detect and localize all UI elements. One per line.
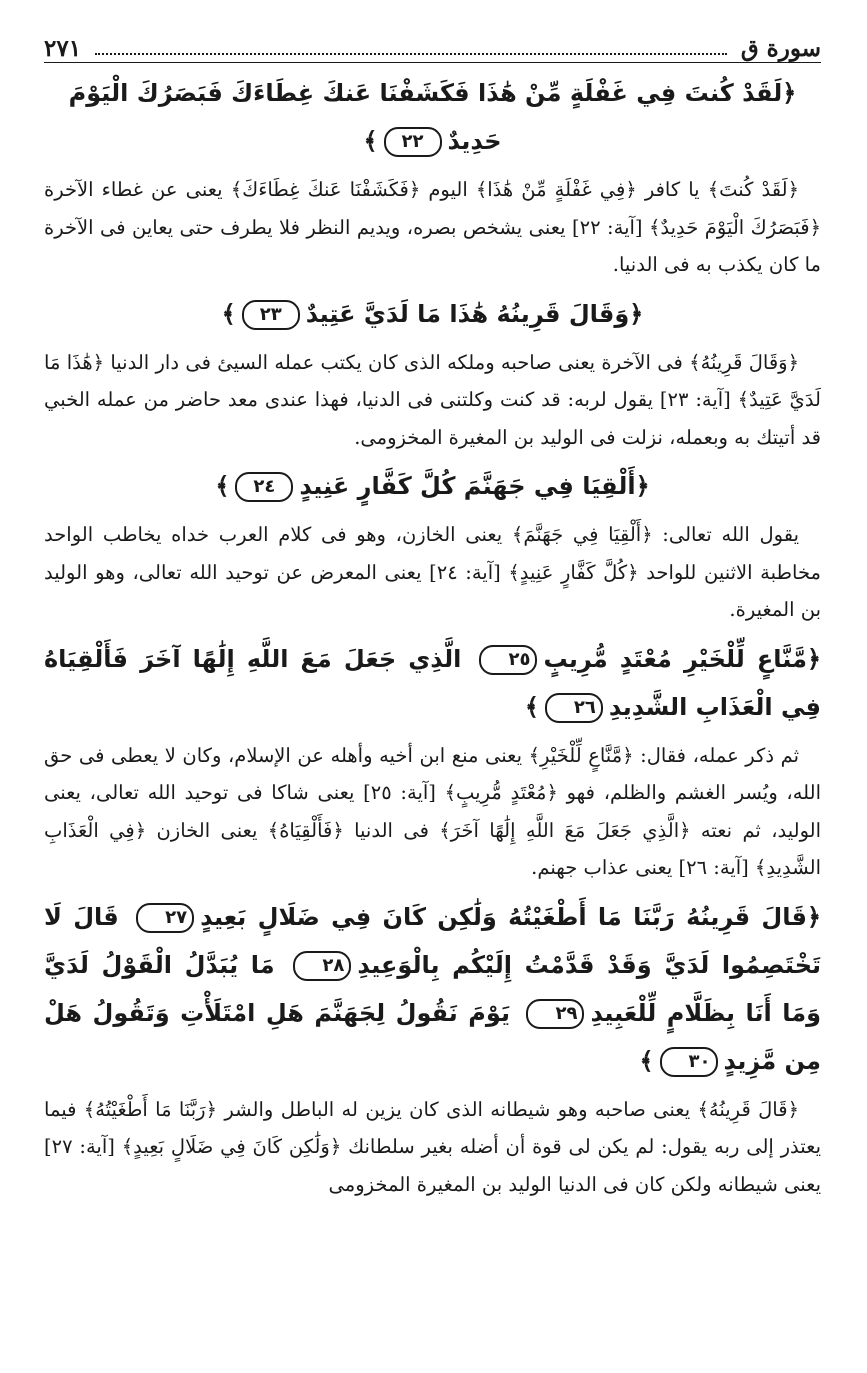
header-dots [95,53,727,55]
ayah-line: ﴿لَقَدْ كُنتَ فِي غَفْلَةٍ مِّنْ هَٰذَا فَكَشَفْنَا عَنكَ غِطَاءَكَ فَبَصَرُكَ الْيَوْمَ حَدِيدٌ٢٢﴾ [68,79,797,155]
ayah-number: ٢٦ [545,693,603,723]
surah-title: سورة ق [740,35,821,62]
ayah-number: ٢٧ [136,903,194,933]
ayah-block: ﴿قَالَ قَرِينُهُ رَبَّنَا مَا أَطْغَيْتُهُ وَلَٰكِن كَانَ فِي ضَلَالٍ بَعِيدٍ٢٧ قَالَ لَا تَخْتَصِمُوا لَدَيَّ وَقَدْ قَدَّمْتُ إِلَيْكُم بِالْوَعِيدِ٢٨ مَا يُبَدَّلُ الْقَوْلُ لَدَيَّ وَمَا أَنَا بِظَلَّامٍ لِّلْعَبِيدِ٢٩ يَوْمَ نَقُولُ لِجَهَنَّمَ هَلِ امْتَلَأْتِ وَتَقُولُ هَلْ مِن مَّزِيدٍ٣٠﴾ [44,902,822,1075]
ayah-number: ٣٠ [660,1047,718,1077]
commentary-paragraph: ﴿قَالَ قَرِينُهُ﴾ يعنى صاحبه وهو شيطانه الذى كان يزين له الباطل والشر ﴿رَبَّنَا مَا أَطْغَيْتُهُ﴾ فيما يعتذر إلى ربه يقول: لم يكن لى قوة أن أضله بغير سلطانك ﴿وَلَٰكِن كَانَ فِي ضَلَالٍ بَعِيدٍ﴾ [آية: ٢٧] يعنى شيطانه ولكن كان فى الدنيا الوليد بن المغيرة المخزومى [44,1097,821,1196]
page-number: ٢٧١ [44,35,82,62]
ayah-number: ٢٢ [384,127,442,157]
ayah-number: ٢٩ [526,999,584,1029]
ayah-number: ٢٥ [479,645,537,675]
ayah-line: ﴿وَقَالَ قَرِينُهُ هَٰذَا مَا لَدَيَّ عَتِيدٌ٢٣﴾ [221,299,644,328]
page-header [44,28,821,63]
ayah-number: ٢٨ [293,951,351,981]
ayah-line: ﴿أَلْقِيَا فِي جَهَنَّمَ كُلَّ كَفَّارٍ عَنِيدٍ٢٤﴾ [215,472,650,500]
ayah-number: ٢٤ [235,472,293,502]
commentary-paragraph: ﴿وَقَالَ قَرِينُهُ﴾ فى الآخرة يعنى صاحبه وملكه الذى كان يكتب عمله السيئ فى دار الدنيا ﴿هَٰذَا مَا لَدَيَّ عَتِيدٌ﴾ [آية: ٢٣] يقول لربه: قد كنت وكلتنى فى الدنيا، فهذا عندى معد حاضر من عمله الخبي قد أتيتك به وبعمله، نزلت فى الوليد بن المغيرة المخزومى. [44,350,821,449]
commentary-paragraph: ثم ذكر عمله، فقال: ﴿مَّنَّاعٍ لِّلْخَيْرِ﴾ يعنى منع ابن أخيه وأهله عن الإسلام، وكان لا يعطى فى حق الله، ويُسر الغشم والظلم، فهو ﴿مُعْتَدٍ مُّرِيبٍ﴾ [آية: ٢٥] يعنى شاكا فى توحيد الله تعالى، يعنى الوليد، ثم نعته ﴿الَّذِي جَعَلَ مَعَ اللَّهِ إِلَٰهًا آخَرَ﴾ فى الدنيا ﴿فَأَلْقِيَاهُ﴾ يعنى الخازن ﴿فِي الْعَذَابِ الشَّدِيدِ﴾ [آية: ٢٦] يعنى عذاب جهنم. [44,743,821,879]
commentary-paragraph: يقول الله تعالى: ﴿أَلْقِيَا فِي جَهَنَّمَ﴾ يعنى الخازن، وهو فى كلام العرب خداه يخاطب الواحد مخاطبة الاثنين للواحد ﴿كُلَّ كَفَّارٍ عَنِيدٍ﴾ [آية: ٢٤] يعنى المعرض عن توحيد الله تعالى، وهو الوليد بن المغيرة. [44,523,821,621]
ayah-block: ﴿مَّنَّاعٍ لِّلْخَيْرِ مُعْتَدٍ مُّرِيبٍ٢٥ الَّذِي جَعَلَ مَعَ اللَّهِ إِلَٰهًا آخَرَ فَأَلْقِيَاهُ فِي الْعَذَابِ الشَّدِيدِ٢٦﴾ [44,644,822,721]
commentary-paragraph: ﴿لَقَدْ كُنتَ﴾ يا كافر ﴿فِي غَفْلَةٍ مِّنْ هَٰذَا﴾ اليوم ﴿فَكَشَفْنَا عَنكَ غِطَاءَكَ﴾ يعنى عن غطاء الآخرة ﴿فَبَصَرُكَ الْيَوْمَ حَدِيدٌ﴾ [آية: ٢٢] يعنى يشخص بصره، ويديم النظر فلا يطرف حتى يعاين فى الآخرة ما كان يكذب به فى الدنيا. [44,178,822,276]
ayah-number: ٢٣ [242,300,300,330]
